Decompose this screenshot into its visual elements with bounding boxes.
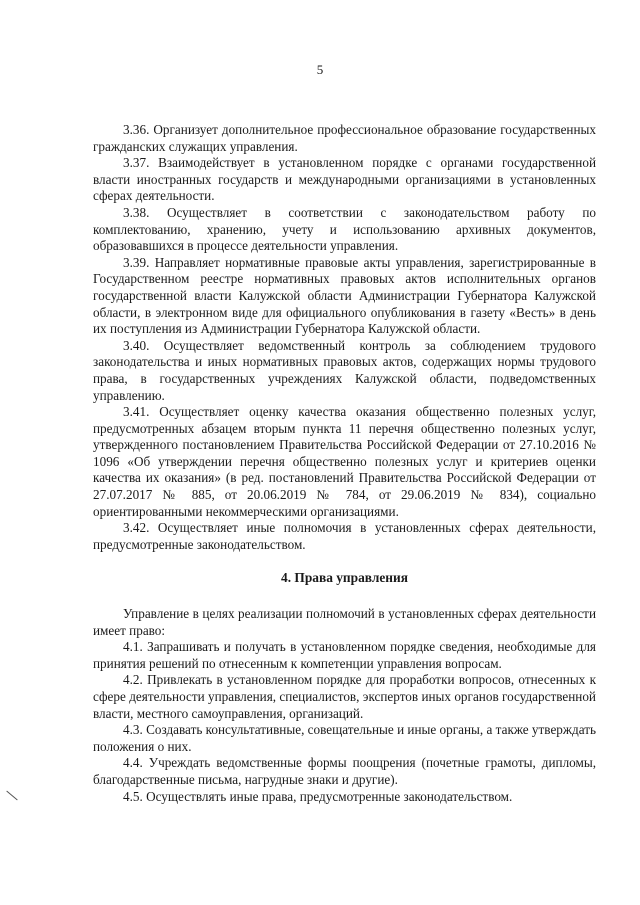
paragraph-4-2: 4.2. Привлекать в установленном порядке для проработки вопросов, отнесенных к сфере деятельности управления, специалистов, экспертов иных органов государственной власти, местного самоуправления, организаций. — [93, 672, 596, 721]
paragraph-3-36: 3.36. Организует дополнительное профессиональное образование государственных гражданских служащих управления. — [93, 122, 596, 154]
paragraph-3-38: 3.38. Осуществляет в соответствии с законодательством работу по комплектованию, хранению, учету и использованию архивных документов, образовавшихся в процессе деятельности управления. — [93, 204, 596, 254]
paragraph-3-37: 3.37. Взаимодействует в установленном порядке с органами государственной власти иностранных государств и международными организациями в установленных сферах деятельности. — [93, 155, 596, 204]
section-heading: 4. Права управления — [281, 570, 408, 586]
paragraph-3-42: 3.42. Осуществляет иные полномочия в установленных сферах деятельности, предусмотренные законодательством. — [93, 520, 596, 552]
paragraph-4-intro: Управление в целях реализации полномочий в установленных сферах деятельности имеет право: — [93, 606, 596, 638]
paragraph-3-41: 3.41. Осуществляет оценку качества оказания общественно полезных услуг, предусмотренных абзацем вторым пункта 11 перечня общественно полезных услуг, утвержденного постановлением Правительства Российской Федерации от 27.10.2016 № 1096 «Об утверждении перечня общественно полезных услуг и критериев оценки качества их оказания» (в ред. постановлений Правительства Российской Федерации от 27.07.2017 № 885, от 20.06.2019 № 784, от 29.06.2019 № 834), социально ориентированными некоммерческими организациями. — [93, 404, 596, 519]
document-body — [93, 122, 596, 805]
scan-mark — [6, 791, 17, 801]
page-number: 5 — [316, 62, 324, 77]
paragraph-4-4: 4.4. Учреждать ведомственные формы поощрения (почетные грамоты, дипломы, благодарственные письма, нагрудные знаки и другие). — [93, 755, 596, 787]
paragraph-4-1: 4.1. Запрашивать и получать в установленном порядке сведения, необходимые для принятия решений по отнесенным к компетенции управления вопросам. — [93, 639, 596, 671]
paragraph-3-40: 3.40. Осуществляет ведомственный контроль за соблюдением трудового законодательства и иных нормативных правовых актов, содержащих нормы трудового права, в государственных учреждениях Калужской области, подведомственных управлению. — [93, 337, 596, 403]
paragraph-4-5: 4.5. Осуществлять иные права, предусмотренные законодательством. — [123, 788, 513, 804]
paragraph-4-3: 4.3. Создавать консультативные, совещательные и иные органы, а также утверждать положения о них. — [93, 722, 596, 754]
paragraph-3-39: 3.39. Направляет нормативные правовые акты управления, зарегистрированные в Государственном реестре нормативных правовых актов исполнительных органов государственной власти Калужской области Администрации Губернатора Калужской области, в электронном виде для официального опубликования в газету «Весть» в день их поступления из Администрации Губернатора Калужской области. — [93, 254, 596, 337]
